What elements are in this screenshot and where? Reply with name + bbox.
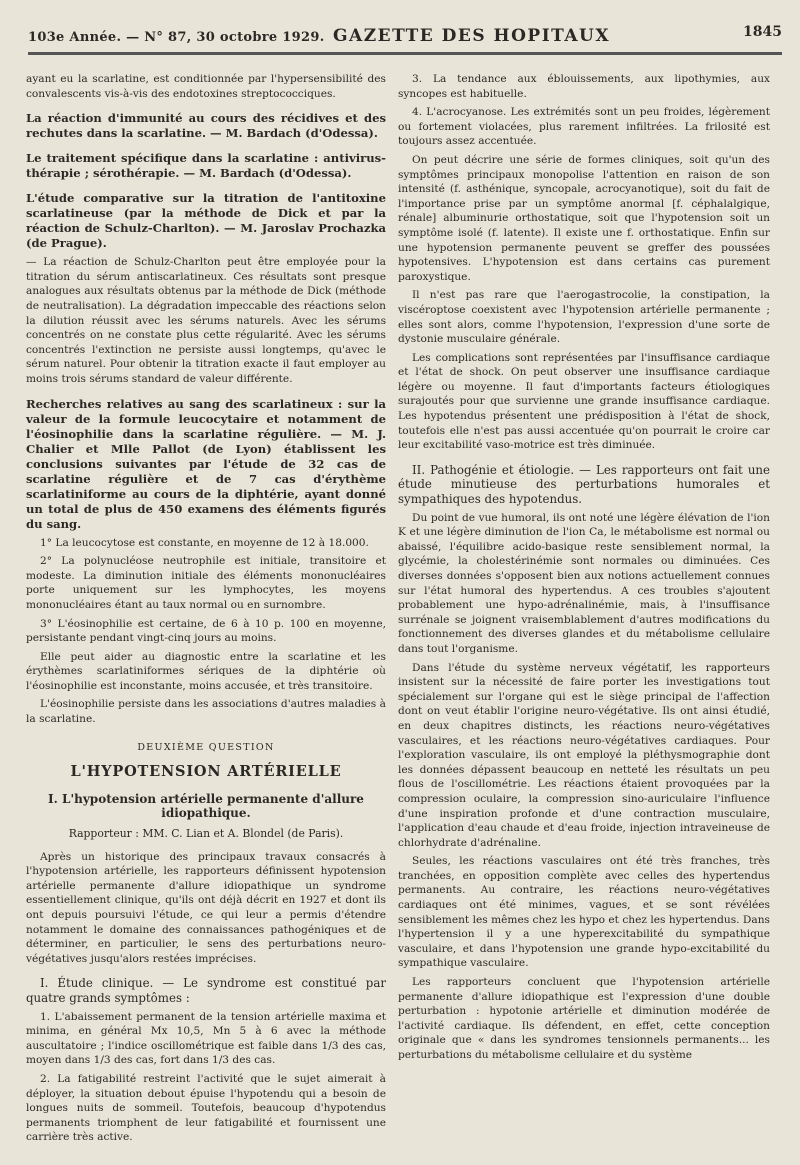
paragraph: Du point de vue humoral, ils ont noté une légère élévation de l'ion K et une légère diminution de l'ion Ca, le métabolisme est normal ou abaissé, l'équilibre acido-basique reste sensiblement normal, la glycémie, la cholestérinémie sont normales ou diminuées. Ces diverses données s'opposent bien aux notions actuellement connues sur l'état humoral des hypertendus. A ces troubles s'ajoutent probablement une hypo-adrénalinémie, mais, à l'insuffisance surrénale se joignent vraisemblablement d'autres modifications du fonctionnement des diverses glandes et du métabolisme cellulaire dans tout l'organisme. bbox=[398, 511, 770, 655]
paragraph: Les complications sont représentées par l'insuffisance cardiaque et l'état de shock. On peut observer une insuffisance cardiaque légère ou moyenne. Il faut d'importants facteurs étiologiques surajoutés pour que survienne une grande insuffisance cardiaque. Les hypotendus présentent une prédisposition à l'état de shock, toutefois elle n'est pas aussi accentuée qu'on pourrait le croire car leur excitabilité vaso-motrice est très diminuée. bbox=[398, 351, 770, 452]
page-header bbox=[28, 20, 782, 64]
paragraph: Elle peut aider au diagnostic entre la scarlatine et les érythèmes scarlatiniformes sériques de la diphtérie où l'éosinophilie est inconstante, moins accusée, et très transitoire. bbox=[26, 650, 386, 692]
article-subtitle: I. L'hypotension artérielle permanente d'allure idiopathique. bbox=[48, 791, 364, 821]
paragraph: Seules, les réactions vasculaires ont été très franches, très tranchées, en opposition complète avec celles des hypertendus permanents. Au contraire, les réactions neuro-végétatives cardiaques ont été minimes, vagues, et se sont révélées sensiblement les mêmes chez les hypo et chez les hypertendus. Dans l'hypertension il y a une hyperexcitabilité du sympathique vasculaire, et dans l'hypotension une grande hypo-excitabilité du sympathique vasculaire. bbox=[398, 855, 770, 970]
paragraph: — La réaction de Schulz-Charlton peut être employée pour la titration du sérum antiscarlatineux. Ces résultats sont presque analogues aux résultats obtenus par la méthode de Dick (méthode de neutralisation). La dégradation impeccable des réactions selon la dilution réussit avec les sérums naturels. Avec les sérums concentrés on ne constate plus cette régularité. Avec les sérums concentrés l'extinction ne persiste aussi longtemps, qu'avec le sérum naturel. Pour obtenir la titration exacte il faut employer au moins trois sérums standard de valeur différente. bbox=[26, 256, 386, 385]
page-number: 1845 bbox=[743, 24, 782, 40]
paragraph: Il n'est pas rare que l'aerogastrocolie, la constipation, la viscéroptose coexistent avec l'hypotension artérielle permanente ; elles sont alors, comme l'hypotension, l'expression d'une sorte de dystonie musculaire générale. bbox=[398, 289, 770, 346]
journal-title: GAZETTE DES HOPITAUX bbox=[333, 26, 611, 46]
article-title: L'HYPOTENSION ARTÉRIELLE bbox=[70, 763, 342, 781]
list-item: 3° L'éosinophilie est certaine, de 6 à 10 p. 100 en moyenne, persistante pendant vingt-cinq jours au moins. bbox=[26, 617, 386, 645]
paragraph: Après un historique des principaux travaux consacrés à l'hypotension artérielle, les rapporteurs définissent hypotension artérielle permanente d'allure idiopathique un syndrome essentiellement clinique, qu'ils ont déjà décrit en 1927 et dont ils ont depuis poursuivi l'étude, ce qui leur a permis d'étendre notamment le domaine des connaissances pathogéniques et de déterminer, en particulier, le sens des perturbations neuro-végétatives jusqu'alors restées imprécises. bbox=[26, 850, 386, 965]
list-item: 2. La fatigabilité restreint l'activité que le sujet aimerait à déployer, la situation debout épuise l'hypotendu qui a besoin de longues nuits de sommeil. Toutefois, beaucoup d'hypotendus permanents triomphent de leur fatigabilité et fournissent une carrière très active. bbox=[26, 1072, 386, 1144]
list-item: 1° La leucocytose est constante, en moyenne de 12 à 18.000. bbox=[40, 536, 369, 549]
section-heading: Recherches relatives au sang des scarlatineux : sur la valeur de la formule leucocytaire et notamment de l'éosinophilie dans la scarlatine régulière. — M. J. Chalier et Mlle Pallot (de Lyon) établissent les conclusions suivantes par l'étude de 32 cas de scarlatine régulière et de 7 cas d'érythème scarlatiniforme au cours de la diphtérie, ayant donné un total de plus de 450 examens des éléments figurés du sang. bbox=[26, 396, 386, 531]
paragraph: Dans l'étude du système nerveux végétatif, les rapporteurs insistent sur la nécessité de faire porter les investigations tout spécialement sur l'organe qui est le siège principal de l'affection dont on veut établir l'origine neuro-végétative. Ils ont ainsi étudié, en deux chapitres distincts, les réactions neuro-végétatives vasculaires, et les réactions neuro-végétatives cardiaques. Pour l'exploration vasculaire, ils ont employé la pléthysmographie dont les données dépassent beaucoup en netteté les résultats un peu flous de l'oscillométrie. Les réactions étaient provoquées par la compression oculaire, la compression sino-auriculaire l'influence d'une inspiration profonde et d'une contraction musculaire, l'application d'eau chaude et d'eau froide, injection intraveineuse de chlorhydrate d'adrénaline. bbox=[398, 661, 770, 849]
list-item: 2° La polynucléose neutrophile est initiale, transitoire et modeste. La diminution initiale des éléments mononucléaires porte uniquement sur les lymphocytes, les moyens mononucléaires étant au taux normal ou en surnombre. bbox=[26, 555, 386, 611]
section-heading: L'étude comparative sur la titration de l'antitoxine scarlatineuse (par la méthode de Dick et par la réaction de Schulz-Charlton). — M. Jaroslav Prochazka (de Prague). bbox=[26, 191, 386, 251]
list-item: 1. L'abaissement permanent de la tension artérielle maxima et minima, en général Mx 10,5, Mn 5 à 6 avec la méthode auscultatoire ; l'indice oscillométrique est faible dans 1/3 des cas, moyen dans 1/3 des cas, fort dans 1/3 des cas. bbox=[26, 1010, 386, 1067]
paragraph: L'éosinophilie persiste dans les associations d'autres maladies à la scarlatine. bbox=[26, 698, 386, 726]
paragraph: Les rapporteurs concluent que l'hypotension artérielle permanente d'allure idiopathique est l'expression d'une double perturbation : hypotonie artérielle et diminution modérée de l'activité cardiaque. Ils défendent, en effet, cette conception originale que « dans les syndromes tensionnels permanents... les perturbations du métabolisme cellulaire et du système bbox=[398, 976, 770, 1061]
section-heading: La réaction d'immunité au cours des récidives et des rechutes dans la scarlatine. — M. Bardach (d'Odessa). bbox=[26, 111, 386, 141]
issue-info: 103e Année. — N° 87, 30 octobre 1929. bbox=[28, 30, 325, 45]
list-item: 4. L'acrocyanose. Les extrémités sont un peu froides, légèrement ou fortement violacées, plus rarement infiltrées. La frilosité est toujours assez accentuée. bbox=[398, 106, 770, 148]
section-heading: II. Pathogénie et étiologie. — Les rapporteurs ont fait une étude minutieuse des perturbations humorales et sympathiques des hypotendus. bbox=[398, 462, 770, 507]
rapporteurs: Rapporteur : MM. C. Lian et A. Blondel (de Paris). bbox=[68, 827, 344, 841]
header-rule bbox=[28, 52, 782, 55]
paragraph: On peut décrire une série de formes cliniques, soit qu'un des symptômes principaux monopolise l'attention en raison de son intensité (f. asthénique, syncopale, acrocyanotique), soit du fait de l'importance prise par un symptôme anormal [f. céphalalgique, rénale] albuminurie orthostatique, soit que l'hypotension soit un symptôme isolé (f. latente). Il existe une f. orthostatique. Enfin sur une hypotension permanente peuvent se greffer des poussées hypotensives. L'hypotension est dans certains cas purement paroxystique. bbox=[398, 153, 770, 283]
section-heading: I. Étude clinique. — Le syndrome est constitué par quatre grands symptômes : bbox=[26, 976, 386, 1005]
question-label: DEUXIÈME QUESTION bbox=[137, 741, 275, 753]
section-heading: Le traitement spécifique dans la scarlatine : antivirus-thérapie ; sérothérapie. — M. Bardach (d'Odessa). bbox=[26, 151, 386, 181]
left-column bbox=[26, 72, 386, 1149]
list-item: 3. La tendance aux éblouissements, aux lipothymies, aux syncopes est habituelle. bbox=[398, 73, 770, 100]
right-column bbox=[398, 72, 770, 1067]
paragraph: ayant eu la scarlatine, est conditionnée par l'hypersensibilité des convalescents vis-à-vis des endotoxines streptococciques. bbox=[26, 73, 386, 100]
